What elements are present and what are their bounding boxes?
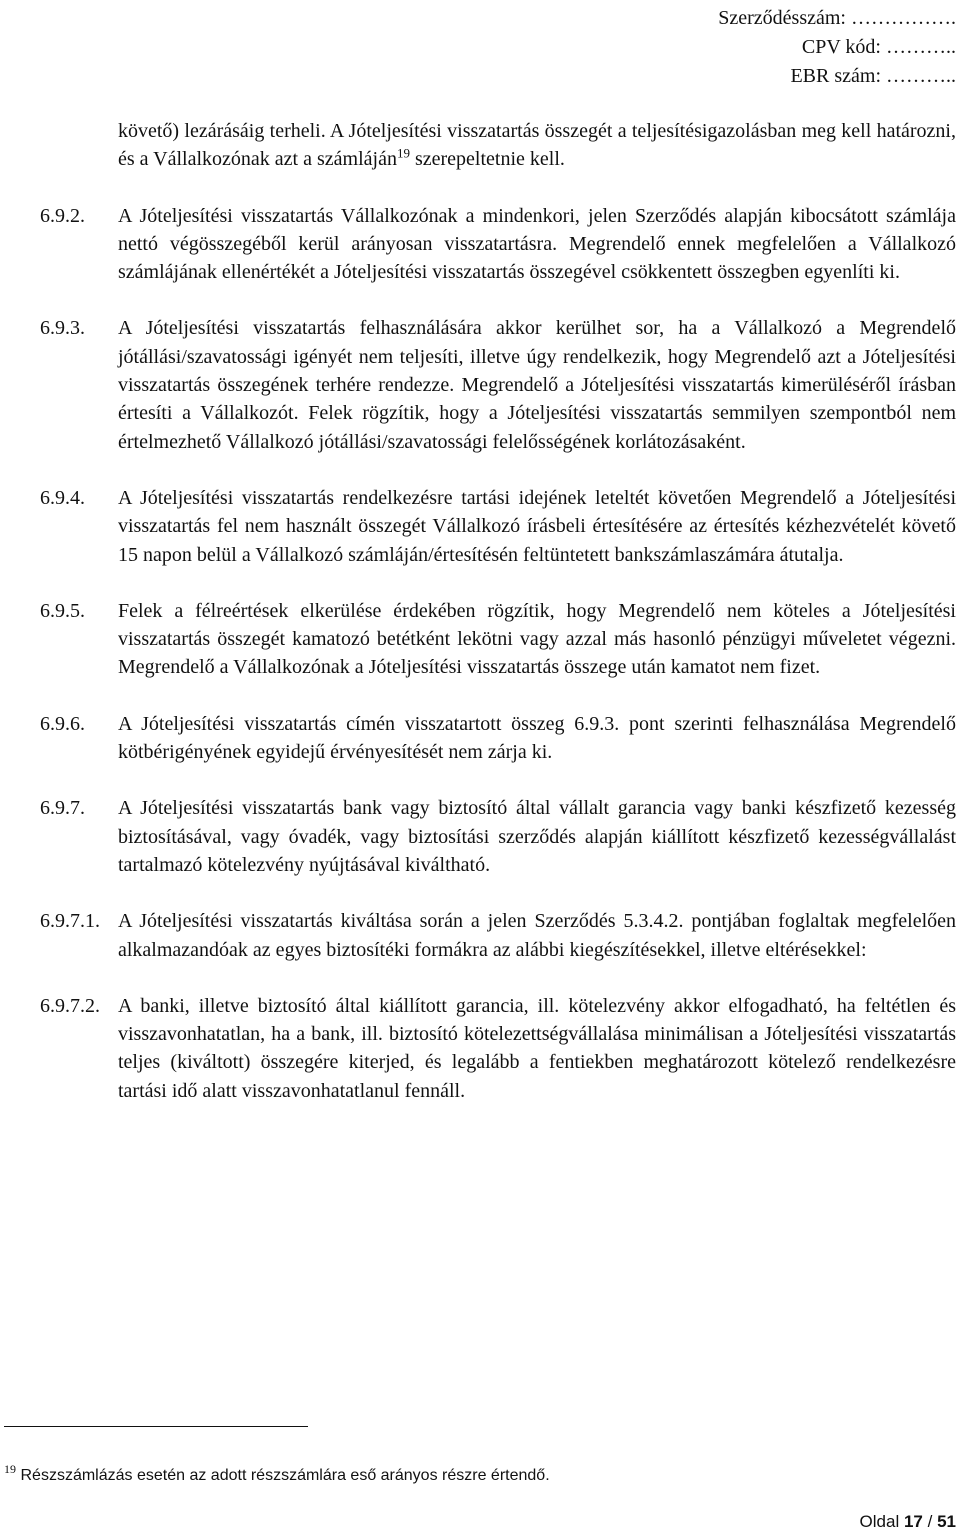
footnote-text: Részszámlázás esetén az adott részszámlára eső arányos részre értendő.: [20, 1467, 550, 1484]
section-6-9-7-1: [40, 907, 956, 964]
contract-number: Szerződésszám: …………….: [718, 7, 956, 29]
section-number: 6.9.6.: [40, 712, 85, 735]
footnote: [4, 1462, 550, 1485]
footnote-number: 19: [4, 1462, 16, 1476]
footnote-divider: [4, 1426, 308, 1427]
ebr-number: EBR szám: ………..: [790, 65, 956, 87]
section-text: A Jóteljesítési visszatartás felhasználására akkor kerülhet sor, ha a Vállalkozó a Megrendelő jótállási/szavatossági igényét nem teljesíti, illetve úgy rendelkezik, hogy Megrendelő azt a Jóteljesítési visszatartás összegének terhére rendezze. Megrendelő a Jóteljesítési visszatartás kimerüléséről írásban értesíti a Vállalkozót. Felek rögzítik, hogy a Jóteljesítési visszatartás semmilyen szempontból nem értelmezhető Vállalkozó jótállási/szavatossági felelősségének korlátozásaként.: [118, 317, 956, 453]
section-6-9-7: [40, 794, 956, 879]
section-6-9-3: [40, 314, 956, 455]
section-number: 6.9.5.: [40, 599, 85, 622]
intro-text: követő) lezárásáig terheli. A Jóteljesítési visszatartás összegét a teljesítésigazolásban meg kell határozni, és a Vállalkozónak azt a számláján: [118, 120, 956, 171]
document-body: [40, 117, 956, 1105]
section-number: 6.9.7.2.: [40, 994, 100, 1017]
intro-paragraph: [40, 117, 956, 174]
cpv-code: CPV kód: ………..: [801, 36, 956, 58]
section-6-9-6: [40, 710, 956, 767]
section-number: 6.9.2.: [40, 204, 85, 227]
section-6-9-2: [40, 202, 956, 287]
section-text: Felek a félreértések elkerülése érdekében rögzítik, hogy Megrendelő nem köteles a Jóteljesítési visszatartás összegét kamatozó betétként lekötni vagy azzal más hasonló pénzügyi műveletet végezni. Megrendelő a Vállalkozónak a Jóteljesítési visszatartás összege után kamatot nem fizet.: [118, 599, 956, 679]
page-header: [718, 4, 956, 91]
footnote-reference[interactable]: 19: [396, 145, 410, 161]
page-separator: /: [927, 1512, 933, 1531]
section-text: A Jóteljesítési visszatartás rendelkezésre tartási idejének leteltét követően Megrendelő a Jóteljesítési visszatartás fel nem használt összegét Vállalkozó írásbeli értesítésére az értesítés kézhezvételét követő 15 napon belül a Vállalkozó számláján/értesítésén feltüntetett bankszámlaszámára átutalja.: [118, 486, 956, 566]
section-number: 6.9.3.: [40, 317, 85, 340]
page-label: Oldal: [859, 1512, 900, 1531]
section-text: A Jóteljesítési visszatartás Vállalkozónak a mindenkori, jelen Szerződés alapján kibocsátott számlája nettó végösszegéből kerül arányosan visszatartásra. Megrendelő ennek megfelelően a Vállalkozó számlájának ellenértékét a Jóteljesítési visszatartás összegével csökkentett összegben egyenlíti ki.: [118, 204, 956, 284]
section-number: 6.9.7.: [40, 797, 85, 820]
section-number: 6.9.4.: [40, 486, 85, 509]
intro-text-end: szerepeltetnie kell.: [409, 148, 565, 171]
section-6-9-7-2: [40, 992, 956, 1105]
section-6-9-5: [40, 597, 956, 682]
current-page: 17: [903, 1512, 923, 1531]
section-text: A Jóteljesítési visszatartás bank vagy biztosító által vállalt garancia vagy banki készfizető kezesség biztosításával, vagy óvadék, vagy biztosítási szerződés alapján kiállított készfizető kezességvállalást tartalmazó kötelezvény nyújtásával kiváltható.: [118, 797, 956, 876]
page-number: [860, 1512, 956, 1532]
section-text: A Jóteljesítési visszatartás címén visszatartott összeg 6.9.3. pont szerinti felhasználása Megrendelő kötbérigényének egyidejű érvényesítését nem zárja ki.: [118, 712, 956, 764]
total-pages: 51: [937, 1512, 956, 1531]
section-text: A Jóteljesítési visszatartás kiváltása során a jelen Szerződés 5.3.4.2. pontjában foglaltak megfelelően alkalmazandóak az egyes biztosítéki formákra az alábbi kiegészítésekkel, illetve eltérésekkel:: [118, 910, 956, 961]
section-number: 6.9.7.1.: [40, 910, 100, 933]
section-6-9-4: [40, 484, 956, 569]
section-text: A banki, illetve biztosító által kiállított garancia, ill. kötelezvény akkor elfogadható, ha feltétlen és visszavonhatatlan, ha a bank, ill. biztosító kötelezettségvállalása minimálisan a Jóteljesítési visszatartás teljes (kiváltott) összegére kiterjed, és legalább a fentiekben meghatározott kötelező rendelkezésre tartási idő alatt visszavonhatatlanul fennáll.: [118, 994, 956, 1102]
